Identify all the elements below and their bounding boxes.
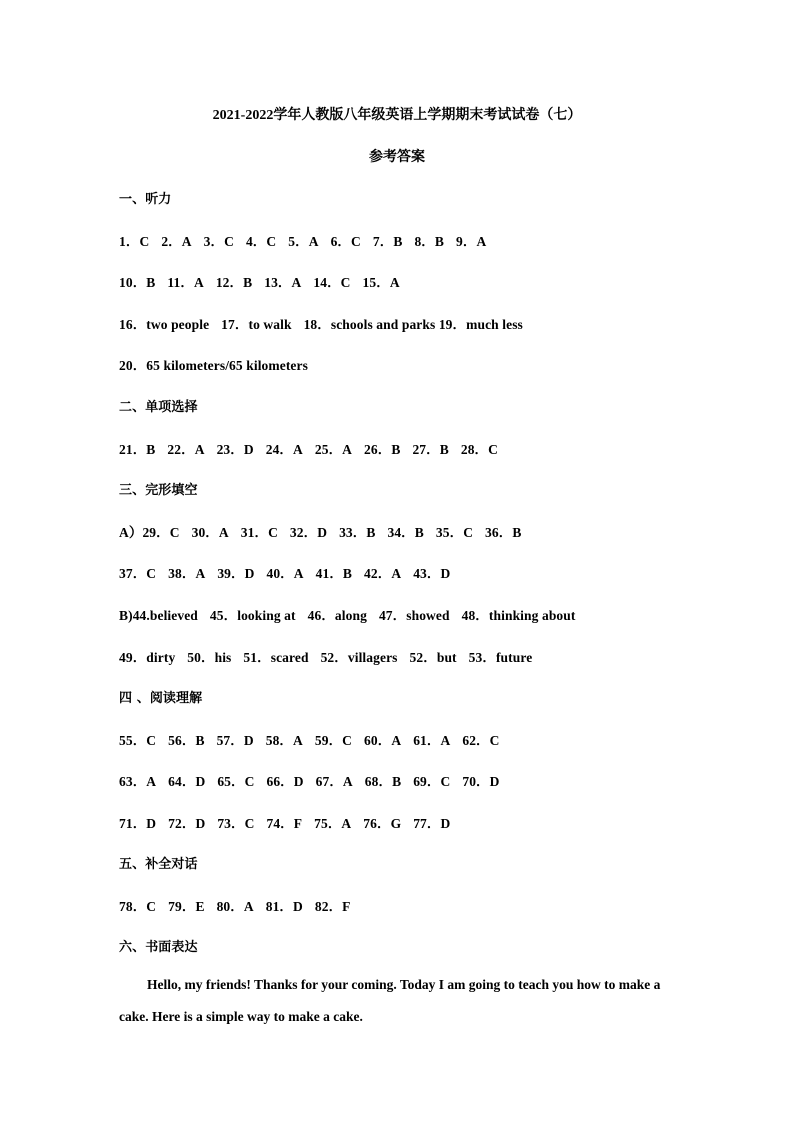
answer-item: 24．A xyxy=(265,442,303,457)
answer-item: 17．to walk xyxy=(221,317,292,332)
answer-item: 60．A xyxy=(364,733,402,748)
answer-item: 72．D xyxy=(168,816,206,831)
answer-item: 70．D xyxy=(462,774,500,789)
answer-item: 48．thinking about xyxy=(461,608,576,623)
answer-item: 10．B xyxy=(119,275,156,290)
answer-item: 5．A xyxy=(288,234,319,249)
answer-item: 14．C xyxy=(313,275,351,290)
answer-row xyxy=(119,441,510,459)
answer-item: 77．D xyxy=(413,816,451,831)
answer-item: 58．A xyxy=(265,733,303,748)
answer-item: 80．A xyxy=(216,899,254,914)
answer-item: 36．B xyxy=(485,525,522,540)
answer-row xyxy=(119,649,544,667)
answer-item: 23．D xyxy=(216,442,254,457)
answer-item: 59．C xyxy=(314,733,353,748)
answer-item: 21．B xyxy=(119,442,156,457)
answer-row xyxy=(119,898,363,916)
answer-item: 62．C xyxy=(462,733,500,748)
answer-item: 11．A xyxy=(167,275,204,290)
answer-item: 75．A xyxy=(314,816,352,831)
answer-row xyxy=(119,732,512,750)
answer-item: 1．C xyxy=(119,234,150,249)
answer-item: 26．B xyxy=(364,442,401,457)
essay-paragraph xyxy=(119,969,679,1033)
document-subtitle: 参考答案 xyxy=(369,150,425,165)
section-heading-dialogue: 五、补全对话 xyxy=(119,857,198,872)
answer-item: 18．schools and parks 19．much less xyxy=(303,317,523,332)
answer-item: 7．B xyxy=(372,234,403,249)
answer-item: 42．A xyxy=(364,566,402,581)
answer-item: 78．C xyxy=(119,899,157,914)
answer-item: 57．D xyxy=(216,733,254,748)
section-heading-writing: 六、书面表达 xyxy=(119,940,198,955)
answer-item: 63．A xyxy=(119,774,157,789)
answer-item: 67．A xyxy=(315,774,353,789)
answer-item: 34．B xyxy=(387,525,424,540)
answer-row xyxy=(119,524,533,542)
answer-item: 52．but xyxy=(409,650,457,665)
answer-item: 49．dirty xyxy=(119,650,176,665)
answer-item: 33．B xyxy=(339,525,376,540)
answer-item: 37．C xyxy=(119,566,157,581)
answer-item: A）29．C xyxy=(119,525,180,540)
answer-row xyxy=(119,815,462,833)
answer-item: 16．two people xyxy=(119,317,210,332)
answer-item: 82．F xyxy=(314,899,351,914)
answer-item: 50．his xyxy=(187,650,232,665)
answer-item: 52．villagers xyxy=(320,650,398,665)
answer-row xyxy=(119,357,320,375)
answer-item: 38．A xyxy=(168,566,206,581)
answer-item: 71．D xyxy=(119,816,157,831)
answer-item: 41．B xyxy=(315,566,353,581)
answer-item: 39．D xyxy=(217,566,255,581)
answer-item: 31．C xyxy=(240,525,278,540)
essay-text: Hello, my friends! Thanks for your coming. Today I am going to teach you how to make a cake. Here is a simple way to make a cake. xyxy=(119,977,661,1024)
answer-item: 56．B xyxy=(168,733,205,748)
answer-item: 27．B xyxy=(412,442,449,457)
answer-item: B)44.believed xyxy=(119,608,198,623)
answer-item: 20．65 kilometers/65 kilometers xyxy=(119,358,308,373)
answer-item: 79．E xyxy=(168,899,205,914)
answer-item: 43．D xyxy=(413,566,451,581)
answer-item: 12．B xyxy=(215,275,253,290)
section-heading-reading: 四 、阅读理解 xyxy=(119,691,203,706)
answer-item: 61．A xyxy=(413,733,451,748)
answer-item: 47．showed xyxy=(378,608,450,623)
answer-item: 73．C xyxy=(217,816,255,831)
answer-row xyxy=(119,316,535,334)
answer-item: 15．A xyxy=(362,275,400,290)
section-heading-listening: 一、听力 xyxy=(119,192,172,207)
answer-item: 66．D xyxy=(266,774,304,789)
answer-item: 3．C xyxy=(203,234,234,249)
answer-row xyxy=(119,607,587,625)
answer-item: 55．C xyxy=(119,733,157,748)
answer-item: 45．looking at xyxy=(209,608,296,623)
answer-item: 53．future xyxy=(468,650,533,665)
answer-item: 9．A xyxy=(456,234,487,249)
answer-item: 32．D xyxy=(289,525,328,540)
answer-item: 30．A xyxy=(191,525,229,540)
answer-item: 13．A xyxy=(264,275,302,290)
answer-item: 74．F xyxy=(266,816,303,831)
answer-row xyxy=(119,274,412,292)
answer-row xyxy=(119,233,498,251)
section-heading-cloze: 三、完形填空 xyxy=(119,483,198,498)
answer-row xyxy=(119,773,512,791)
answer-item: 40．A xyxy=(266,566,304,581)
answer-item: 46．along xyxy=(307,608,367,623)
answer-item: 25．A xyxy=(314,442,353,457)
answer-item: 35．C xyxy=(435,525,474,540)
document-title: 2021-2022学年人教版八年级英语上学期期末考试试卷（七） xyxy=(212,108,582,123)
section-heading-single-choice: 二、单项选择 xyxy=(119,400,198,415)
answer-item: 51．scared xyxy=(243,650,309,665)
answer-item: 69．C xyxy=(413,774,451,789)
answer-item: 68．B xyxy=(364,774,402,789)
answer-item: 64．D xyxy=(168,774,206,789)
answer-row xyxy=(119,565,462,583)
answer-item: 6．C xyxy=(330,234,361,249)
answer-item: 65．C xyxy=(217,774,255,789)
answer-item: 2．A xyxy=(161,234,192,249)
answer-item: 8．B xyxy=(414,234,444,249)
answer-item: 28．C xyxy=(460,442,498,457)
answer-item: 76．G xyxy=(363,816,402,831)
answer-item: 22．A xyxy=(167,442,205,457)
answer-item: 81．D xyxy=(265,899,303,914)
answer-item: 4．C xyxy=(245,234,277,249)
